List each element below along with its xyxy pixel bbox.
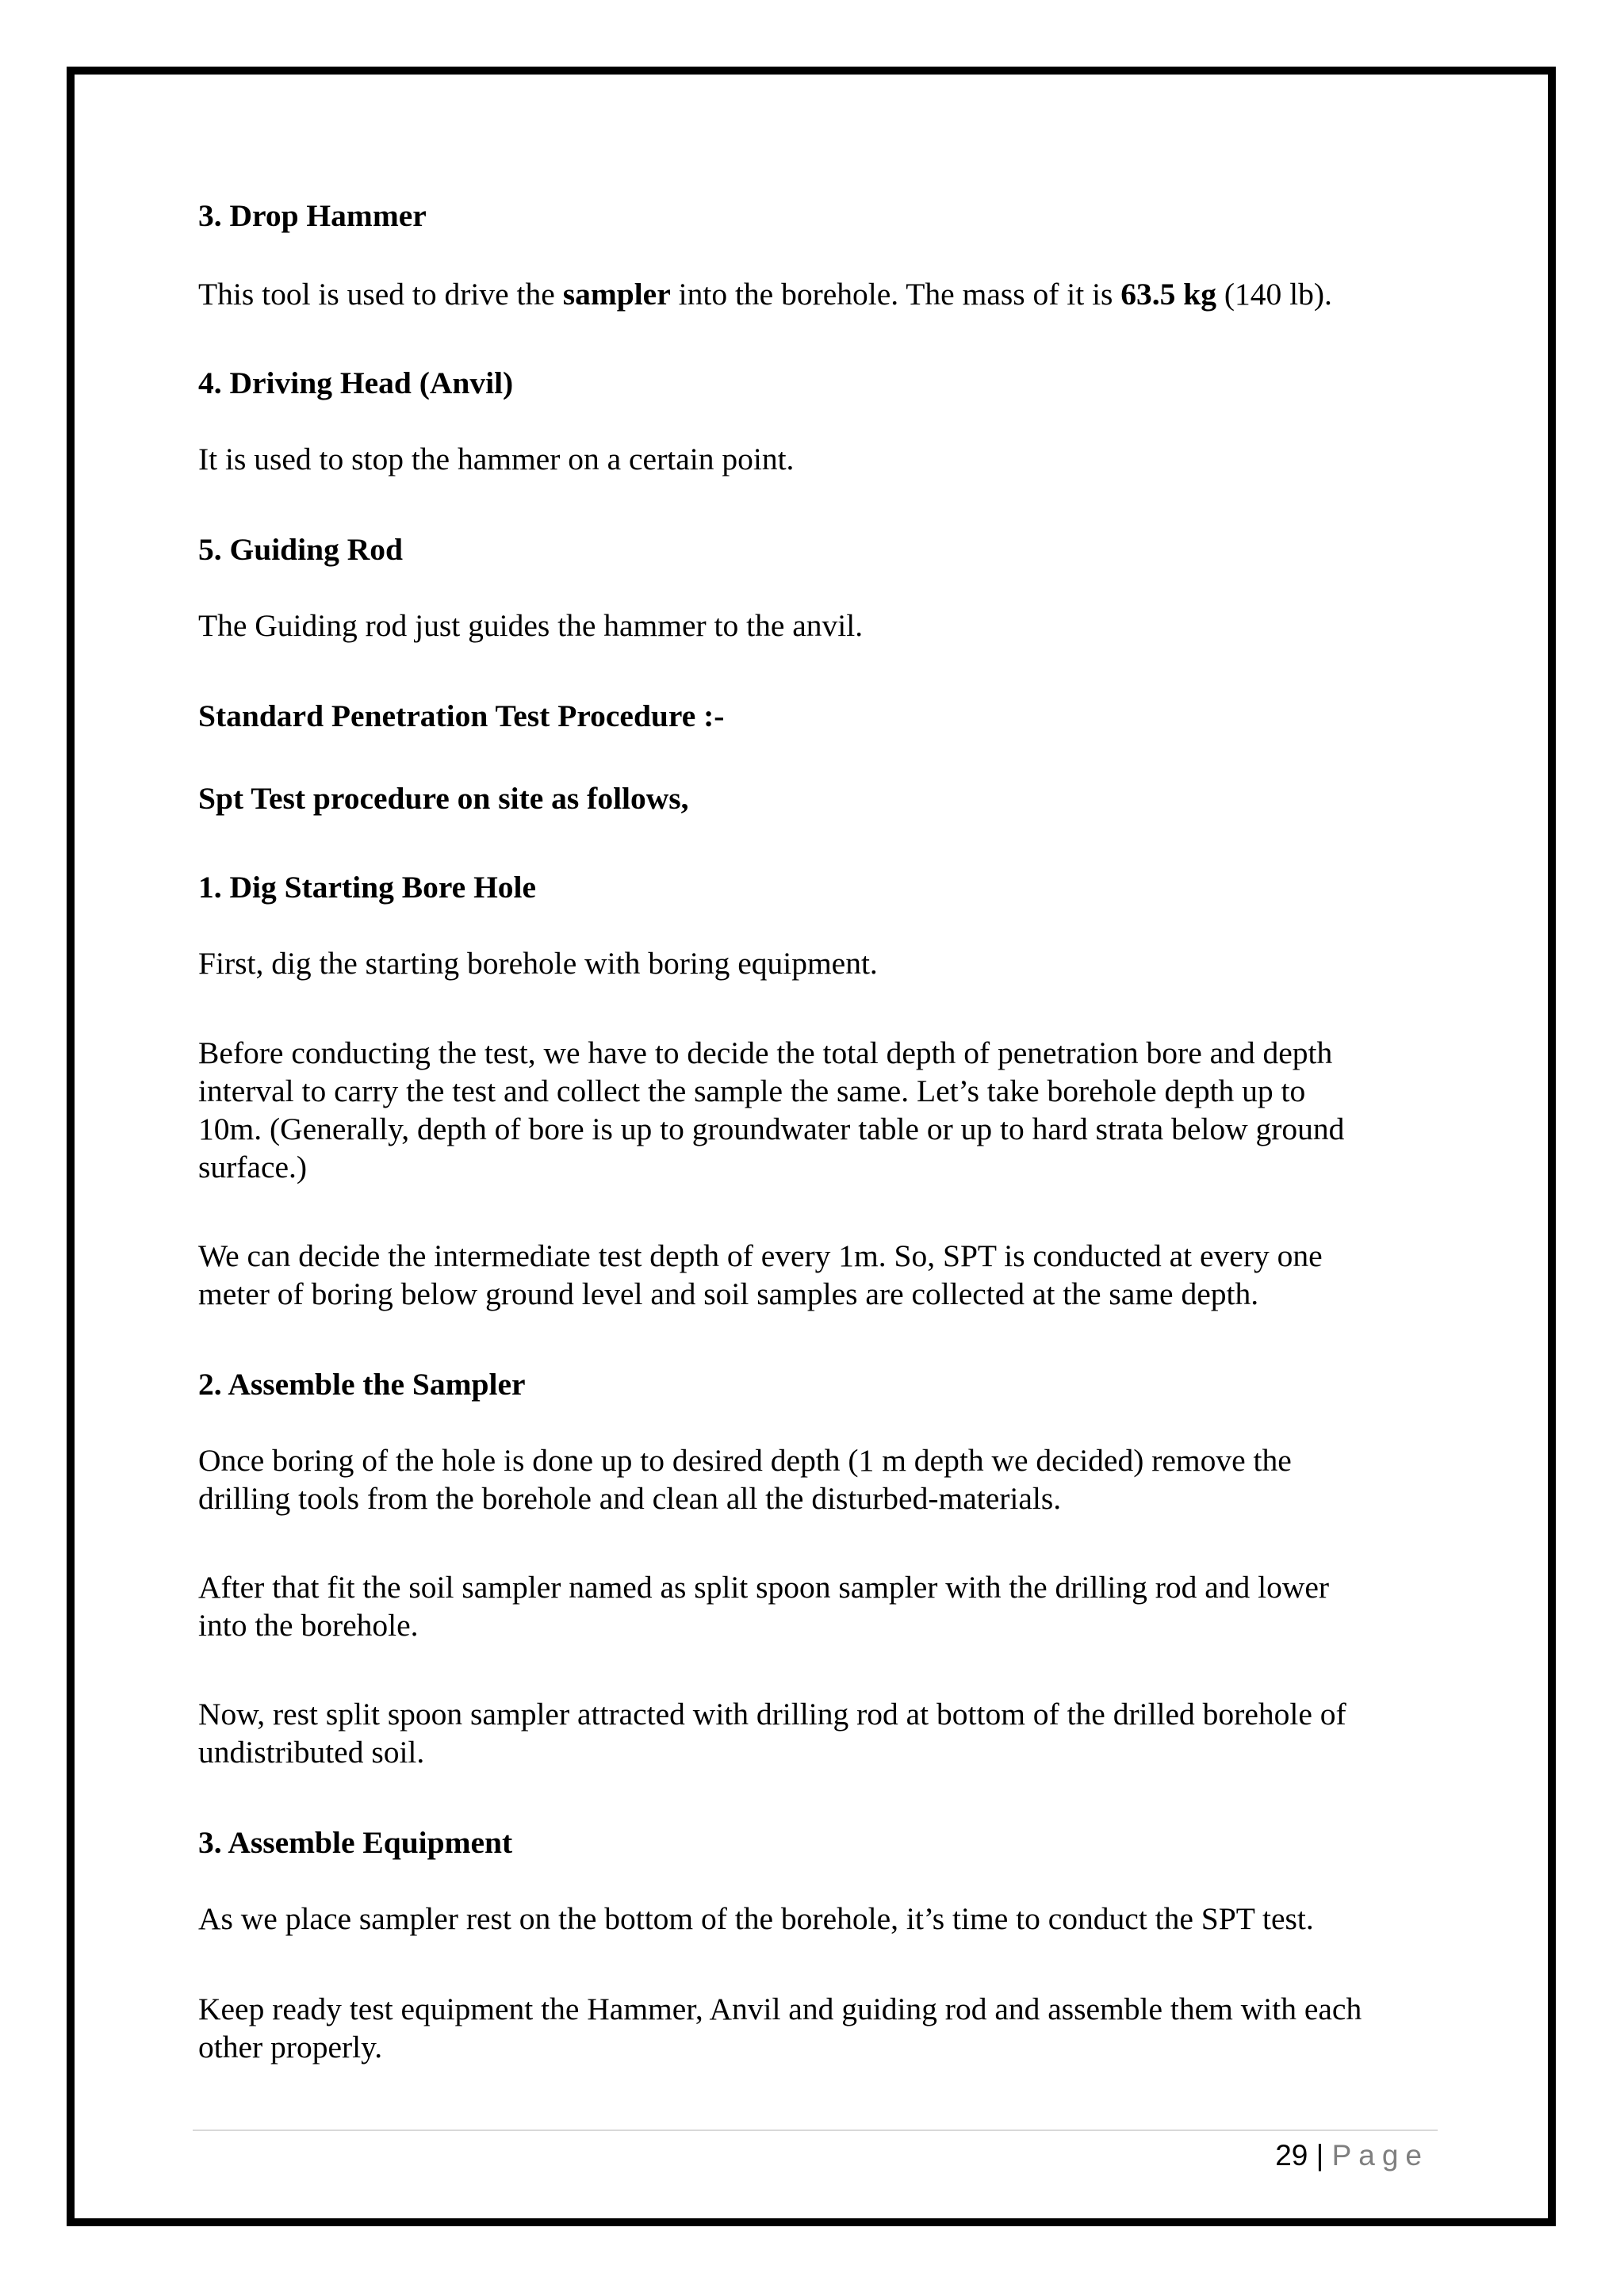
paragraph-guiding-rod: The Guiding rod just guides the hammer to the anvil. [198, 608, 864, 643]
heading-assemble-equipment: 3. Assemble Equipment [198, 1825, 513, 1860]
paragraph-drop-hammer: This tool is used to drive the sampler into the borehole. The mass of it is 63.5 kg (140 lb). [198, 277, 1332, 312]
footer-rule [193, 2130, 1438, 2131]
paragraph-boring-done: Once boring of the hole is done up to desired depth (1 m depth we decided) remove the drilling tools from the borehole and clean all the disturbed-materials. [198, 1443, 1292, 1516]
page-number: 29 [1275, 2139, 1308, 2172]
footer-separator: | [1316, 2139, 1324, 2172]
heading-spt-on-site: Spt Test procedure on site as follows, [198, 781, 689, 816]
page-footer [1275, 2137, 1429, 2174]
paragraph-intermediate-depth: We can decide the intermediate test depth of every 1m. So, SPT is conducted at every one meter of boring below ground level and soil samples are collected at the same depth. [198, 1238, 1323, 1311]
paragraph-total-depth: Before conducting the test, we have to decide the total depth of penetration bore and depth interval to carry the test and collect the sample the same. Let’s take borehole depth up to 10m. (Generally, depth of bore is up to groundwater table or up to hard strata below ground surface.) [198, 1035, 1345, 1184]
paragraph-conduct-spt: As we place sampler rest on the bottom of the borehole, it’s time to conduct the SPT test. [198, 1901, 1314, 1936]
heading-driving-head: 4. Driving Head (Anvil) [198, 365, 514, 400]
paragraph-driving-head: It is used to stop the hammer on a certain point. [198, 442, 795, 476]
heading-spt-procedure: Standard Penetration Test Procedure :- [198, 698, 725, 733]
page-label: Page [1331, 2139, 1429, 2172]
heading-drop-hammer: 3. Drop Hammer [198, 198, 427, 233]
paragraph-dig-bore-hole: First, dig the starting borehole with boring equipment. [198, 946, 878, 981]
bold-sampler: sampler [562, 277, 671, 312]
document-body [198, 197, 1435, 2066]
paragraph-keep-ready: Keep ready test equipment the Hammer, Anvil and guiding rod and assemble them with each other properly. [198, 1992, 1362, 2064]
bold-mass: 63.5 kg [1120, 277, 1217, 312]
heading-guiding-rod: 5. Guiding Rod [198, 532, 403, 567]
paragraph-rest-sampler: Now, rest split spoon sampler attracted with drilling rod at bottom of the drilled borehole of undistributed soil. [198, 1697, 1346, 1770]
heading-assemble-sampler: 2. Assemble the Sampler [198, 1367, 526, 1402]
paragraph-fit-sampler: After that fit the soil sampler named as split spoon sampler with the drilling rod and lower into the borehole. [198, 1570, 1330, 1643]
heading-dig-bore-hole: 1. Dig Starting Bore Hole [198, 870, 537, 905]
